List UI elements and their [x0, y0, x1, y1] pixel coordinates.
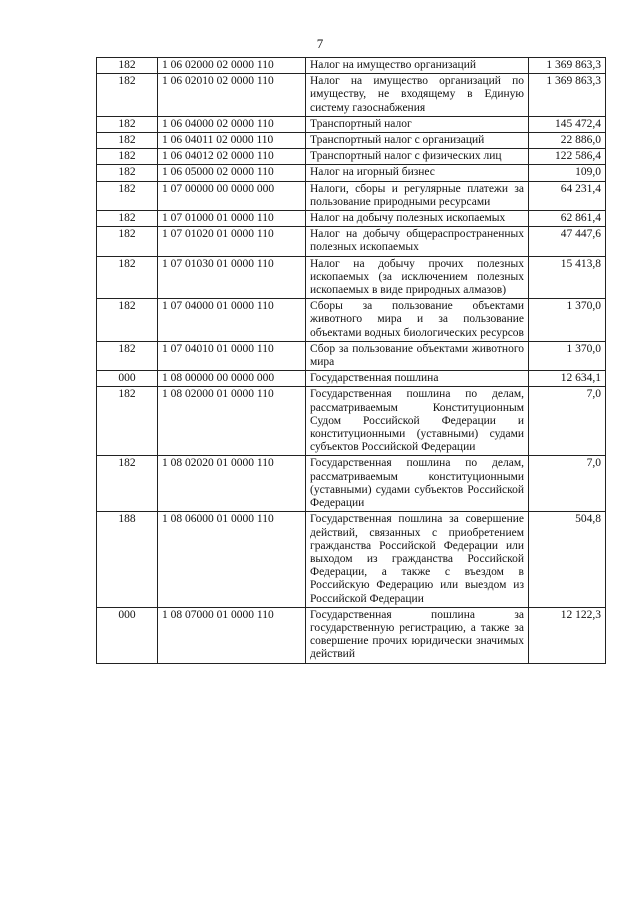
- amount-cell: 12 634,1: [529, 371, 606, 387]
- budget-code-cell: 1 06 02000 02 0000 110: [158, 58, 306, 74]
- revenue-name-cell: Государственная пошлина: [306, 371, 529, 387]
- admin-code-cell: 188: [97, 512, 158, 607]
- revenue-name-cell: Налог на добычу прочих полезных ископаемых (за исключением полезных ископаемых в виде природных алмазов): [306, 256, 529, 299]
- admin-code-cell: 182: [97, 299, 158, 342]
- budget-code-cell: 1 08 07000 01 0000 110: [158, 607, 306, 663]
- amount-cell: 7,0: [529, 387, 606, 456]
- admin-code-cell: 182: [97, 181, 158, 210]
- revenue-name-cell: Государственная пошлина за государственную регистрацию, а также за совершение прочих юридически значимых действий: [306, 607, 529, 663]
- admin-code-cell: 000: [97, 607, 158, 663]
- admin-code-cell: 182: [97, 149, 158, 165]
- budget-code-cell: 1 08 00000 00 0000 000: [158, 371, 306, 387]
- amount-cell: 504,8: [529, 512, 606, 607]
- budget-code-cell: 1 06 04011 02 0000 110: [158, 133, 306, 149]
- admin-code-cell: 000: [97, 371, 158, 387]
- table-row: [97, 165, 606, 181]
- amount-cell: 1 369 863,3: [529, 58, 606, 74]
- amount-cell: 109,0: [529, 165, 606, 181]
- budget-code-cell: 1 06 04012 02 0000 110: [158, 149, 306, 165]
- table-row: [97, 181, 606, 210]
- amount-cell: 64 231,4: [529, 181, 606, 210]
- amount-cell: 122 586,4: [529, 149, 606, 165]
- budget-code-cell: 1 08 06000 01 0000 110: [158, 512, 306, 607]
- revenue-name-cell: Налог на имущество организаций по имуществу, не входящему в Единую систему газоснабжения: [306, 74, 529, 117]
- admin-code-cell: 182: [97, 227, 158, 256]
- revenue-name-cell: Сборы за пользование объектами животного мира и за пользование объектами водных биологических ресурсов: [306, 299, 529, 342]
- page-number: 7: [316, 36, 324, 51]
- table-row: [97, 512, 606, 607]
- budget-code-cell: 1 06 04000 02 0000 110: [158, 116, 306, 132]
- amount-cell: 1 370,0: [529, 341, 606, 370]
- admin-code-cell: 182: [97, 116, 158, 132]
- table-row: [97, 58, 606, 74]
- amount-cell: 1 369 863,3: [529, 74, 606, 117]
- table-row: [97, 227, 606, 256]
- table-row: [97, 607, 606, 663]
- amount-cell: 15 413,8: [529, 256, 606, 299]
- admin-code-cell: 182: [97, 58, 158, 74]
- revenue-name-cell: Транспортный налог с организаций: [306, 133, 529, 149]
- table-row: [97, 74, 606, 117]
- revenue-name-cell: Государственная пошлина по делам, рассматриваемым Конституционным Судом Российской Федерации и конституционными (уставными) судами субъектов Российской Федерации: [306, 387, 529, 456]
- amount-cell: 12 122,3: [529, 607, 606, 663]
- revenue-name-cell: Налог на имущество организаций: [306, 58, 529, 74]
- amount-cell: 1 370,0: [529, 299, 606, 342]
- table-row: [97, 133, 606, 149]
- admin-code-cell: 182: [97, 165, 158, 181]
- table-body: [97, 58, 606, 664]
- revenue-name-cell: Государственная пошлина по делам, рассматриваемым конституционными (уставными) судами субъектов Российской Федерации: [306, 456, 529, 512]
- revenue-name-cell: Сбор за пользование объектами животного мира: [306, 341, 529, 370]
- table-row: [97, 299, 606, 342]
- budget-code-cell: 1 08 02020 01 0000 110: [158, 456, 306, 512]
- admin-code-cell: 182: [97, 211, 158, 227]
- budget-code-cell: 1 08 02000 01 0000 110: [158, 387, 306, 456]
- amount-cell: 47 447,6: [529, 227, 606, 256]
- amount-cell: 22 886,0: [529, 133, 606, 149]
- amount-cell: 62 861,4: [529, 211, 606, 227]
- table-row: [97, 456, 606, 512]
- amount-cell: 145 472,4: [529, 116, 606, 132]
- revenue-name-cell: Налог на игорный бизнес: [306, 165, 529, 181]
- admin-code-cell: 182: [97, 74, 158, 117]
- table-row: [97, 211, 606, 227]
- revenue-name-cell: Государственная пошлина за совершение действий, связанных с приобретением гражданства Российской Федерации или выходом из гражданства Российской Федерации, а также с въездом в Российскую Федерацию или выездом из Российской Федерации: [306, 512, 529, 607]
- budget-code-cell: 1 07 04010 01 0000 110: [158, 341, 306, 370]
- budget-code-cell: 1 07 00000 00 0000 000: [158, 181, 306, 210]
- budget-code-cell: 1 06 02010 02 0000 110: [158, 74, 306, 117]
- budget-code-cell: 1 06 05000 02 0000 110: [158, 165, 306, 181]
- amount-cell: 7,0: [529, 456, 606, 512]
- budget-revenue-table: [96, 57, 606, 664]
- table-row: [97, 387, 606, 456]
- budget-code-cell: 1 07 01000 01 0000 110: [158, 211, 306, 227]
- table-row: [97, 116, 606, 132]
- admin-code-cell: 182: [97, 133, 158, 149]
- admin-code-cell: 182: [97, 256, 158, 299]
- table-row: [97, 341, 606, 370]
- budget-code-cell: 1 07 01020 01 0000 110: [158, 227, 306, 256]
- table-row: [97, 371, 606, 387]
- table-row: [97, 256, 606, 299]
- admin-code-cell: 182: [97, 456, 158, 512]
- admin-code-cell: 182: [97, 387, 158, 456]
- revenue-name-cell: Налог на добычу полезных ископаемых: [306, 211, 529, 227]
- revenue-name-cell: Налог на добычу общераспространенных полезных ископаемых: [306, 227, 529, 256]
- budget-code-cell: 1 07 01030 01 0000 110: [158, 256, 306, 299]
- revenue-name-cell: Транспортный налог: [306, 116, 529, 132]
- revenue-name-cell: Транспортный налог с физических лиц: [306, 149, 529, 165]
- admin-code-cell: 182: [97, 341, 158, 370]
- table-row: [97, 149, 606, 165]
- budget-code-cell: 1 07 04000 01 0000 110: [158, 299, 306, 342]
- revenue-name-cell: Налоги, сборы и регулярные платежи за пользование природными ресурсами: [306, 181, 529, 210]
